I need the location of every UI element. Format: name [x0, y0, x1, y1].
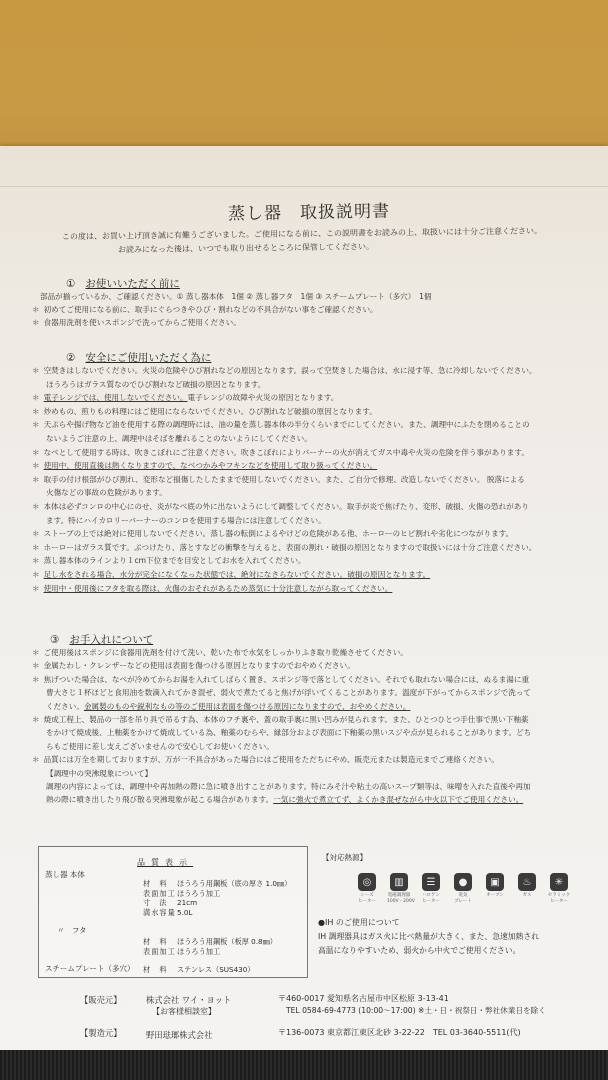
quality-spec-row — [143, 879, 291, 889]
section-2-line — [46, 380, 265, 390]
line-text: ご使用後はスポンジに食器用洗剤を付けて洗い、乾いた布で水気をしっかりふき取り乾燥させてください。 — [43, 648, 408, 657]
line-text: 炒めもの、煎りもの料理にはご使用にならないでください。ひび割れなど破損の原因となります。 — [43, 406, 377, 416]
section-number: ③ — [50, 634, 60, 646]
bullet-asterisk: ＊ — [32, 420, 40, 430]
heat-source-item — [451, 873, 475, 905]
section-number: ① — [66, 278, 76, 290]
bullet-asterisk: ＊ — [32, 406, 40, 416]
section-2-line — [32, 502, 529, 512]
line-text: ください。 — [46, 701, 84, 711]
section-3-line — [32, 755, 499, 765]
spec-key: 満水容量 — [143, 907, 176, 917]
bullet-asterisk: ＊ — [32, 648, 40, 657]
caption-line: オーブン — [486, 893, 504, 898]
heat-source-item — [515, 873, 539, 905]
heat-source-caption — [387, 893, 415, 905]
underlined-warning: 使用中・使用後にフタを取る際は、火傷のおそれがあるため蒸気に十分注意しながら取ってください。 — [43, 583, 393, 593]
seller-name: 株式会社 ワイ・ヨット — [146, 995, 232, 1005]
heat-source-caption — [419, 893, 443, 905]
section-2-line — [32, 570, 430, 580]
quality-item-label: 蒸し器 本体 — [45, 870, 85, 879]
section-3-line — [46, 782, 531, 792]
section-2-line — [32, 543, 536, 553]
spec-key: 材 料 — [143, 965, 168, 974]
sheathed-heater-icon: ◎ — [358, 873, 376, 891]
line-text: 蒸し器本体のラインより１cm下位までを目安としてお水を入れてください。 — [43, 556, 306, 566]
caption-line: セラミック — [547, 893, 571, 898]
heat-source-caption — [547, 893, 571, 905]
line-text: 空焚きはしないでください。火災の危険やひび割れなどの原因となります。誤って空焚きした場合は、水に浸す等、急に冷却しないでください。 — [43, 366, 537, 375]
section-3-line — [32, 661, 355, 671]
line-text: ストーブの上では絶対に使用しないでください。蒸し器の転倒によるやけどの危険がある他、ホーローのヒビ割れや劣化につながります。 — [43, 529, 514, 539]
spec-key: 表面加工 — [143, 946, 176, 956]
line-text: 熱の際に噴き出したり飛び散る突沸現象が起こる場合があります。 — [46, 795, 274, 805]
spec-value: ほうろう加工 — [177, 946, 221, 956]
bullet-asterisk: ＊ — [32, 542, 40, 552]
line-text: 食器用洗剤を使いスポンジで洗ってからご使用ください。 — [43, 318, 241, 328]
line-text: ないようご注意の上、調理中はそばを離れることのないようにしてください。 — [46, 434, 312, 443]
quality-spec-row — [143, 947, 220, 957]
ih-icon: ▥ — [390, 873, 408, 891]
line-text: 本体は必ずコンロの中心にのせ、炎がなべ底の外に出ないようにして調整してください。取手が炎で焦げたり、変形、破損、火傷の恐れがあり — [43, 502, 529, 511]
spec-value: 21cm — [177, 898, 198, 907]
seller-tel: TEL 0584-69-4773 (10:00～17:00) ※土・日・祝祭日・弊社休業日を除く — [286, 1006, 546, 1015]
intro-line-1: この度は、お買い上げ頂き誠に有難うございました。ご使用になる前に、この説明書をお読みの上、取扱いには十分ご注意ください。 — [61, 226, 543, 242]
heat-source-item — [547, 873, 571, 905]
caption-line: プレート — [454, 899, 472, 904]
heat-source-item — [483, 873, 507, 905]
halogen-heater-icon: ☰ — [422, 873, 440, 891]
section-3-line — [46, 742, 274, 752]
bullet-asterisk: ＊ — [32, 366, 40, 375]
ih-text-2: 高温になりやすいため、弱火から中火でご使用ください。 — [318, 946, 521, 955]
heat-source-item — [387, 873, 415, 905]
bullet-asterisk: ＊ — [32, 393, 40, 403]
section-2-line — [32, 461, 377, 471]
line-text: なべとして使用する時は、吹きこぼれにご注意ください。吹きこぼれによりバーナーの火が消えてガス中毒や火災の危険を伴う事があります。 — [43, 447, 529, 457]
caption-line: ハロゲン — [422, 893, 440, 898]
section-heading-text: お手入れについて — [69, 634, 154, 646]
section-2-line — [32, 584, 392, 594]
bullet-asterisk: ＊ — [32, 502, 40, 511]
quality-spec-row — [143, 937, 277, 947]
section-3-line — [46, 702, 410, 712]
line-text: 金属たわし・クレンザーなどの使用は表面を傷つける原因となりますのでおやめください。 — [43, 661, 355, 671]
section-3-line — [32, 715, 529, 725]
heat-source-caption — [451, 893, 475, 905]
seller-sub: 【お客様相談室】 — [152, 1007, 216, 1016]
bullet-asterisk: ＊ — [32, 674, 40, 684]
section-1-line — [32, 318, 241, 328]
section-2-line — [32, 529, 513, 539]
line-text: 【調理中の突沸現象について】 — [46, 768, 153, 778]
heat-source-icons — [355, 873, 571, 905]
ih-text-1: IH 調理器具はガス火に比べ熱量が大きく、また、急速加熱され — [318, 932, 539, 941]
underlined-warning: 使用中、使用直後は熱くなりますので、なべつかみやフキンなどを使用して取り扱ってください。 — [43, 461, 378, 471]
section-3-line — [46, 728, 531, 738]
quality-title: 品質表示 — [137, 858, 193, 867]
bullet-asterisk: ＊ — [32, 318, 40, 328]
heat-source-item — [355, 873, 379, 905]
section-3-line — [46, 769, 152, 779]
underlined-warning: 足し水をされる場合、水分が完全になくなった状態では、絶対になさらないでください。破損の原因となります。 — [43, 570, 431, 579]
section-heading-1 — [66, 276, 180, 291]
line-text: 天ぷらや揚げ物など油を使用する際の調理時には、油の量を蒸し器本体の半分くらいまでにしてください。また、調理中にふたを閉めることの — [43, 420, 530, 430]
section-2-line — [32, 448, 529, 458]
line-text: 電子レンジの故障や火災の原因となります。 — [187, 393, 339, 403]
underlined-warning: 金属製のものや鋭利なもの等のご使用は表面を傷つける原因になりますので、おやめください。 — [83, 701, 411, 711]
line-text: 火傷などの事故の危険があります。 — [46, 488, 167, 498]
section-heading-2 — [66, 350, 211, 365]
line-text: 部品が揃っているか、ご確認ください。① 蒸し器本体 1個 ② 蒸し器フタ 1個 ③ スチームプレート（多穴） 1個 — [40, 292, 432, 301]
caption-line: ヒーター — [422, 899, 440, 904]
quality-spec-row — [143, 889, 220, 899]
section-heading-text: 安全にご使用いただく為に — [85, 352, 212, 364]
caption-line: ガス — [522, 893, 532, 898]
seller-label: 【販売元】 — [80, 995, 122, 1005]
quality-item-label: 〃 フタ — [57, 926, 87, 935]
gas-icon: ♨ — [518, 873, 536, 891]
spec-key: 寸 法 — [143, 898, 168, 907]
bullet-asterisk: ＊ — [32, 461, 40, 471]
line-text: 曹大さじ１杯ほどと食用油を数滴入れてかき混ぜ、弱火で煮たてると焦げが浮いてくることがあります。温度が下がってからスポンジで洗って — [46, 688, 531, 698]
underlined-warning: 一気に強火で煮立てず、よくかき混ぜながら中火以下でご使用ください。 — [273, 795, 524, 805]
spec-key: 材 料 — [143, 879, 168, 888]
document-title: 蒸し器 取扱説明書 — [227, 201, 391, 225]
maker-address: 〒136-0073 東京都江東区北砂 3-22-22 TEL 03-3640-5511(代) — [278, 1028, 521, 1037]
bullet-asterisk: ＊ — [32, 305, 40, 315]
maker-label: 【製造元】 — [80, 1028, 122, 1038]
spec-value: 5.0L — [177, 907, 193, 917]
bullet-asterisk: ＊ — [32, 570, 40, 579]
bullet-asterisk: ＊ — [32, 715, 40, 724]
oven-icon: ▣ — [486, 873, 504, 891]
heat-source-caption — [515, 893, 539, 899]
line-text: 調理の内容によっては、調理中や再加熱の際に急に噴き出すことがあります。特にみそ汁や粘土の高いスープ類等は、味噌を入れた直後や再加 — [46, 782, 531, 791]
bullet-asterisk: ＊ — [32, 755, 40, 765]
line-text: 品質には万全を期しておりますが、万が一不具合があった場合にはご使用をただちにやめ、販売元または製造元までご連絡ください。 — [43, 755, 499, 765]
heat-source-caption — [355, 893, 379, 905]
line-text: ホーローはガラス質です。ぶつけたり、落とすなどの衝撃を与えると、表面の割れ・破損の原因となりますので取扱いには十分ご注意ください。 — [43, 542, 537, 552]
section-2-line — [32, 407, 377, 417]
section-number: ② — [66, 352, 76, 364]
caption-line: 電気 — [458, 893, 468, 898]
quality-spec-row — [143, 898, 197, 908]
line-text: らもご使用に差し支えございませんので安心してお使いください。 — [46, 741, 274, 751]
caption-line: 100V・200V — [387, 899, 415, 904]
heat-source-caption — [483, 893, 507, 899]
section-2-line — [46, 434, 312, 444]
section-heading-3 — [50, 632, 153, 647]
spec-value: ほうろう用鋼板（板厚 0.8㎜） — [177, 937, 277, 946]
section-2-line — [46, 488, 167, 498]
spec-value: ほうろう用鋼板（底の厚さ 1.0㎜） — [177, 879, 292, 888]
caption-line: シーズ — [360, 893, 374, 898]
quality-spec-row — [143, 965, 255, 975]
heat-source-item — [419, 873, 443, 905]
bullet-asterisk: ＊ — [32, 529, 40, 539]
spec-value: ほうろう加工 — [177, 888, 221, 898]
section-3-line — [46, 795, 523, 805]
section-1-line — [40, 292, 432, 302]
line-text: ほうろうはガラス質なのでひび割れなど破損の原因となります。 — [46, 379, 266, 389]
ceramic-heater-icon: ✳ — [550, 873, 568, 891]
line-text: 焼成工程上、製品の一部を吊り具で吊るす為、本体のフチ裏や、蓋の取手裏に黒い凹みが見られます。また、ひとつひとつ手仕事で黒い下釉薬 — [43, 715, 529, 724]
line-text: 取手の付け根部がひび割れ、変形など損傷したしたままで使用しないでください。また、ご自分で修理、改造しないでください。 脱落による — [43, 474, 525, 484]
section-1-line — [32, 305, 378, 315]
caption-line: ヒーター — [358, 899, 376, 904]
section-3-line — [46, 688, 531, 698]
spec-value: ステンレス（SUS430） — [177, 965, 255, 974]
bullet-asterisk: ＊ — [32, 583, 40, 593]
quality-item-label: スチームプレート（多穴） — [45, 964, 135, 973]
section-2-line — [32, 393, 338, 403]
bullet-asterisk: ＊ — [32, 556, 40, 566]
line-text: ます。特にハイカロリーバーナーのコンロを使用する場合には注意してください。 — [46, 515, 326, 525]
section-2-line — [32, 556, 306, 566]
maker-name: 野田琺瑯株式会社 — [146, 1030, 213, 1040]
electric-plate-icon: ● — [454, 873, 472, 891]
section-2-line — [32, 475, 525, 485]
underlined-warning: 電子レンジでは、使用しないでください。 — [43, 393, 188, 403]
quality-spec-row — [143, 908, 192, 918]
ih-heading: ●IH のご使用について — [318, 918, 400, 927]
bullet-asterisk: ＊ — [32, 661, 40, 671]
section-3-line — [32, 648, 408, 658]
bullet-asterisk: ＊ — [32, 447, 40, 457]
bullet-asterisk: ＊ — [32, 474, 40, 484]
spec-key: 材 料 — [143, 937, 168, 946]
intro-line-2: お読みになった後は、いつでも取り出せるところに保管してください。 — [117, 242, 375, 255]
seller-address: 〒460-0017 愛知県名古屋市中区松原 3-13-41 — [278, 994, 449, 1003]
line-text: 焦げついた場合は、なべが冷めてからお湯を入れてしばらく置き、スポンジ等で落としてください。それでも取れない場合には、ぬるま湯に重 — [43, 674, 530, 684]
section-3-line — [32, 675, 529, 685]
caption-line: 電磁調理器 — [387, 893, 411, 898]
quality-label-box — [38, 846, 308, 978]
caption-line: ヒーター — [550, 899, 568, 904]
section-2-line — [46, 516, 326, 526]
line-text: をかけて焼成後、上釉薬をかけて焼成している為、釉薬のむらや、縁部分および表面に下釉薬の黒いスジや点が見られることがあります。どち — [46, 728, 532, 738]
section-heading-text: お使いいただく前に — [85, 278, 180, 290]
section-2-line — [32, 366, 537, 376]
section-2-line — [32, 420, 530, 430]
line-text: 初めてご使用になる前に、取手にぐらつきやひび・割れなどの不具合がない事をご確認ください。 — [43, 305, 378, 315]
spec-key: 表面加工 — [143, 888, 176, 898]
heat-source-heading: 【対応熱源】 — [322, 853, 367, 862]
